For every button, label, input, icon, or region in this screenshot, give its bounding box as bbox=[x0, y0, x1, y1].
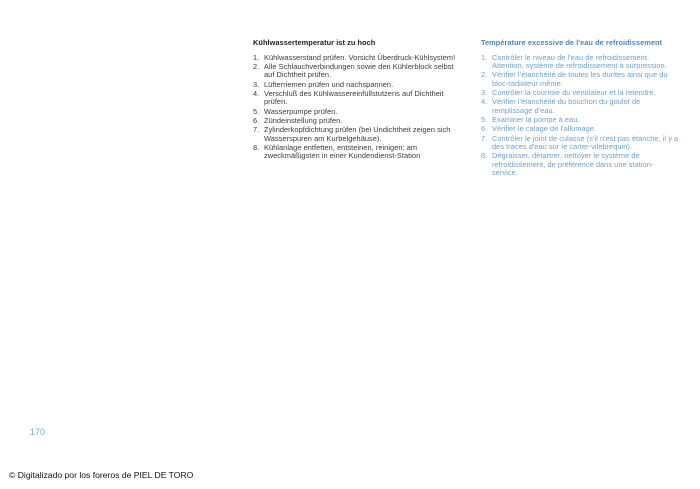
step-text: Kühlwasserstand prüfen. Vorsicht Überdruck-Kühlsystem! bbox=[264, 52, 456, 62]
step-number: 5. bbox=[253, 106, 260, 116]
list-item bbox=[481, 71, 679, 88]
french-steps-list bbox=[481, 54, 679, 178]
step-text: Zylinderkopfdichtung prüfen (bei Undichtheit zeigen sich Wasserspuren am Kurbelgehäuse). bbox=[264, 124, 451, 143]
step-text: Vérifier le calage de l'allumage. bbox=[492, 124, 597, 134]
scan-credit-footer: © Digitalizado por los foreros de PIEL DE TORO bbox=[9, 470, 194, 480]
step-number: 7. bbox=[253, 124, 260, 134]
german-steps-list bbox=[253, 54, 461, 161]
list-item bbox=[253, 63, 461, 80]
step-text: Alle Schlauchverbindungen sowie den Kühlerblock selbst auf Dichtheit prüfen. bbox=[264, 61, 454, 80]
german-column bbox=[253, 39, 461, 161]
step-number: 5. bbox=[481, 115, 488, 125]
step-text: Vérifier l'étanchéité du bouchon du goulot de remplissage d'eau. bbox=[492, 97, 641, 115]
step-number: 4. bbox=[481, 97, 488, 107]
step-text: Wasserpumpe prüfen. bbox=[264, 106, 338, 116]
list-item bbox=[481, 152, 679, 178]
step-text: Contrôler le joint de culasse (s'il n'est pas étanche, il y a des traces d'eau sur le carter-vilebrequin). bbox=[492, 133, 679, 152]
list-item bbox=[253, 90, 461, 107]
list-item bbox=[481, 54, 679, 71]
step-number: 4. bbox=[253, 88, 260, 98]
step-text: Kühlanlage entfetten, entsteinen, reinigen; am zweckmäßigsten in einer Kundendienst-Station bbox=[264, 142, 421, 161]
step-text: Vérifier l'étanchéité de toutes les durites ainsi que du bloc-radiateur même. bbox=[492, 70, 668, 88]
french-heading: Température excessive de l'eau de refroidissement bbox=[481, 38, 663, 47]
step-number: 3. bbox=[481, 88, 488, 98]
list-item bbox=[253, 144, 461, 161]
step-text: Contrôler la courroie du ventilateur et la retendre. bbox=[492, 88, 656, 98]
list-item bbox=[481, 135, 679, 152]
step-number: 2. bbox=[481, 70, 488, 80]
step-number: 3. bbox=[253, 79, 260, 89]
step-number: 1. bbox=[481, 52, 488, 62]
step-text: Verschluß des Kühlwassereinfüllstutzens auf Dichtheit prüfen. bbox=[264, 88, 444, 107]
step-text: Contrôler le niveau de l'eau de refroidissement. Attention, système de refroidissement à surpression. bbox=[492, 52, 667, 71]
step-number: 2. bbox=[253, 61, 260, 71]
step-number: 6. bbox=[253, 115, 260, 125]
list-item bbox=[253, 126, 461, 143]
page-number: 170 bbox=[30, 427, 46, 437]
german-heading: Kühlwassertemperatur ist zu hoch bbox=[253, 38, 376, 47]
step-text: Lüfterriemen prüfen und nachspannen. bbox=[264, 79, 394, 89]
step-text: Dégraisser, détartrer, nettoyer le système de refroidissement, de préférence dans une station-service. bbox=[492, 151, 654, 178]
step-number: 8. bbox=[253, 142, 260, 152]
step-text: Zündeinstellung prüfen. bbox=[264, 115, 343, 125]
step-number: 8. bbox=[481, 151, 488, 161]
step-number: 1. bbox=[253, 52, 260, 62]
step-number: 7. bbox=[481, 133, 488, 143]
list-item bbox=[481, 98, 679, 115]
step-text: Examiner la pompe à eau. bbox=[492, 115, 580, 125]
french-column bbox=[481, 39, 679, 179]
step-number: 6. bbox=[481, 124, 488, 134]
